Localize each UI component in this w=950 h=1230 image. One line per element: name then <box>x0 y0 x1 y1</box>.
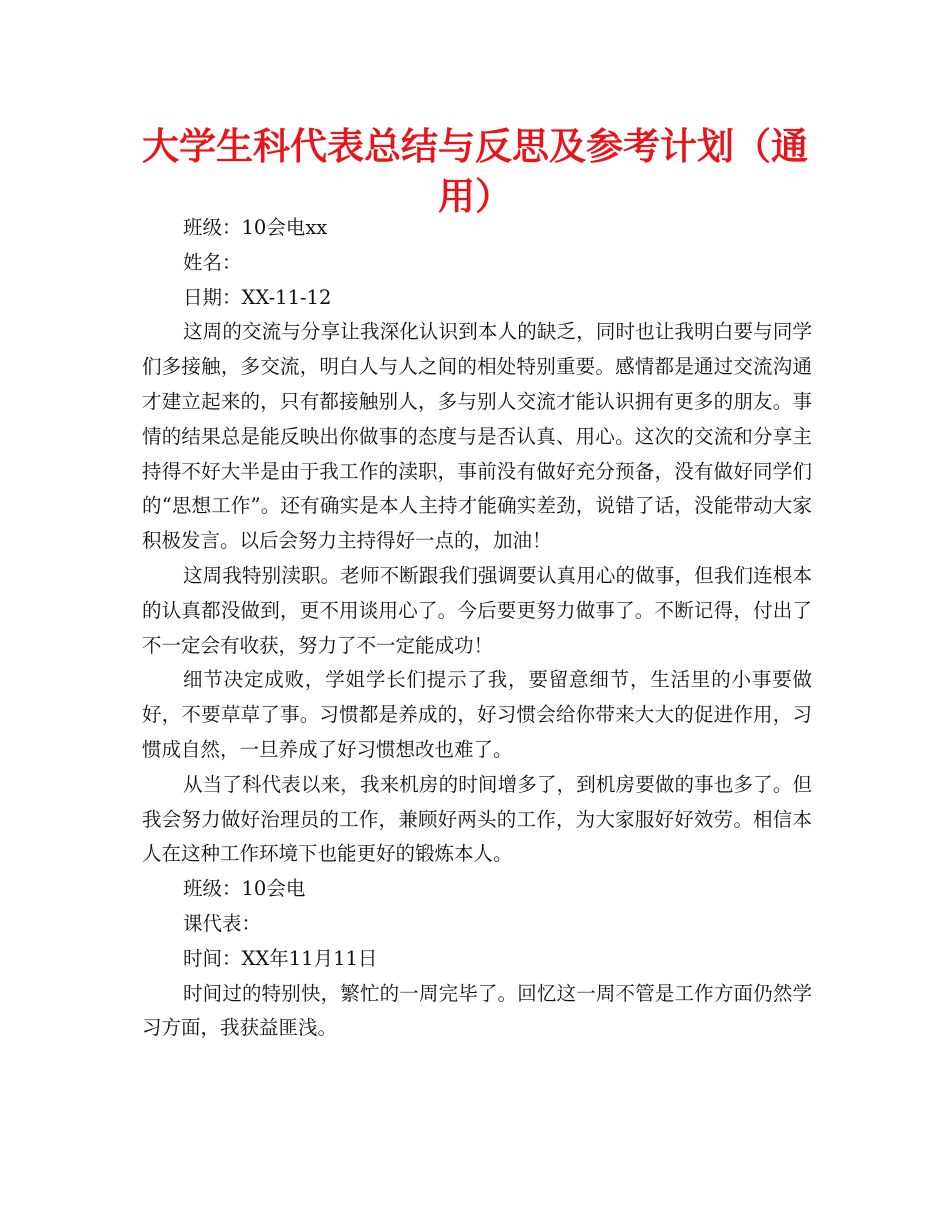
representative-line: 课代表： <box>183 911 262 935</box>
date-line: 日期：XX-11-12 <box>183 285 332 309</box>
name-line: 姓名： <box>183 250 242 274</box>
class-line: 班级：10会电xx <box>183 216 328 239</box>
time-line: 时间：XX年11月11日 <box>183 946 378 970</box>
document-title: 大学生科代表总结与反思及参考计划（通用） <box>142 125 808 218</box>
body-paragraph: 这周我特别渎职。老师不断跟我们强调要认真用心的做事，但我们连根本的认真都没做到，更不用谈用心了。今后要更努力做事了。不断记得，付出了不一定会有收获，努力了不一定能成功！ <box>142 563 812 657</box>
body-paragraph: 细节决定成败，学姐学长们提示了我，要留意细节，生活里的小事要做好，不要草草了事。习惯都是养成的，好习惯会给你带来大大的促进作用，习惯成自然，一旦养成了好习惯想改也难了。 <box>142 668 812 761</box>
body-paragraph: 时间过的特别快，繁忙的一周完毕了。回忆这一周不管是工作方面仍然学习方面，我获益匪浅。 <box>142 981 812 1040</box>
document-body <box>142 211 812 1046</box>
class-line: 班级：10会电 <box>183 877 306 901</box>
body-paragraph: 从当了科代表以来，我来机房的时间增多了，到机房要做的事也多了。但我会努力做好治理员的工作，兼顾好两头的工作，为大家服好好效劳。相信本人在这种工作环境下也能更好的锻炼本人。 <box>142 772 812 866</box>
body-paragraph: 这周的交流与分享让我深化认识到本人的缺乏，同时也让我明白要与同学们多接触，多交流，明白人与人之间的相处特别重要。感情都是通过交流沟通才建立起来的，只有都接触别人，多与别人交流才能认识拥有更多的朋友。事情的结果总是能反映出你做事的态度与是否认真、用心。这次的交流和分享主持得不好大半是由于我工作的渎职，事前没有做好充分预备，没有做好同学们的“思想工作”。还有确实是本人主持才能确实差劲，说错了话，没能带动大家积极发言。以后会努力主持得好一点的，加油！ <box>142 320 812 553</box>
